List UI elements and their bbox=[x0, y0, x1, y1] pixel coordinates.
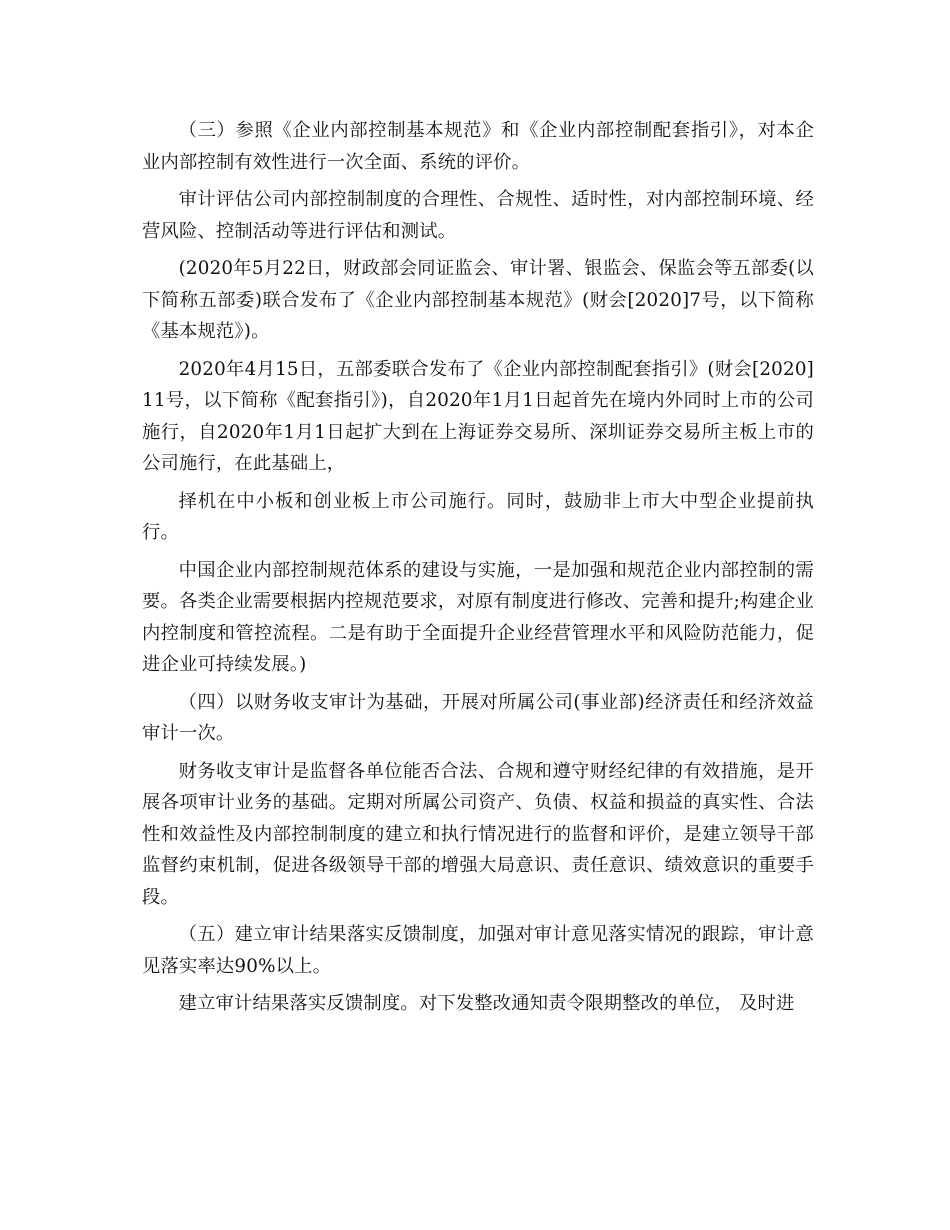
paragraph-basic-norms-note: (2020年5月22日，财政部会同证监会、审计署、银监会、保监会等五部委(以下简称五部委)联合发布了《企业内部控制基本规范》(财会[2020]7号，以下简称《基本规范》)。 bbox=[142, 258, 814, 342]
paragraph-feedback-system: 建立审计结果落实反馈制度。对下发整改通知责令限期整改的单位， 及时进 bbox=[178, 993, 795, 1014]
paragraph-sme-board: 择机在中小板和创业板上市公司施行。同时，鼓励非上市大中型企业提前执行。 bbox=[142, 490, 814, 543]
paragraph-financial-audit: 财务收支审计是监督各单位能否合法、合规和遵守财经纪律的有效措施，是开展各项审计业务的基础。定期对所属公司资产、负债、权益和损益的真实性、合法性和效益性及内部控制制度的建立和执行情况进行的监督和评价，是建立领导干部监督约束机制，促进各级领导干部的增强大局意识、责任意识、绩效意识的重要手段。 bbox=[142, 760, 814, 908]
paragraph-audit-evaluation: 审计评估公司内部控制制度的合理性、合规性、适时性，对内部控制环境、经营风险、控制活动等进行评估和测试。 bbox=[142, 189, 814, 242]
paragraph-section-3-heading: （三）参照《企业内部控制基本规范》和《企业内部控制配套指引》，对本企业内部控制有效性进行一次全面、系统的评价。 bbox=[142, 120, 814, 173]
paragraph-supporting-guidelines: 2020年4月15日，五部委联合发布了《企业内部控制配套指引》(财会[2020]11号，以下简称《配套指引》)，自2020年1月1日起首先在境内外同时上市的公司施行，自2020年1月1日起扩大到在上海证券交易所、深圳证券交易所主板上市的公司施行，在此基础上， bbox=[142, 358, 814, 474]
paragraph-section-4-heading: （四）以财务收支审计为基础，开展对所属公司(事业部)经济责任和经济效益审计一次。 bbox=[142, 691, 814, 744]
document-body bbox=[142, 115, 814, 1026]
paragraph-control-system: 中国企业内部控制规范体系的建设与实施，一是加强和规范企业内部控制的需要。各类企业需要根据内控规范要求，对原有制度进行修改、完善和提升;构建企业内控制度和管控流程。二是有助于全面提升企业经营管理水平和风险防范能力，促进企业可持续发展。) bbox=[142, 559, 814, 675]
paragraph-section-5-heading: （五）建立审计结果落实反馈制度，加强对审计意见落实情况的跟踪，审计意见落实率达90%以上。 bbox=[142, 924, 814, 977]
